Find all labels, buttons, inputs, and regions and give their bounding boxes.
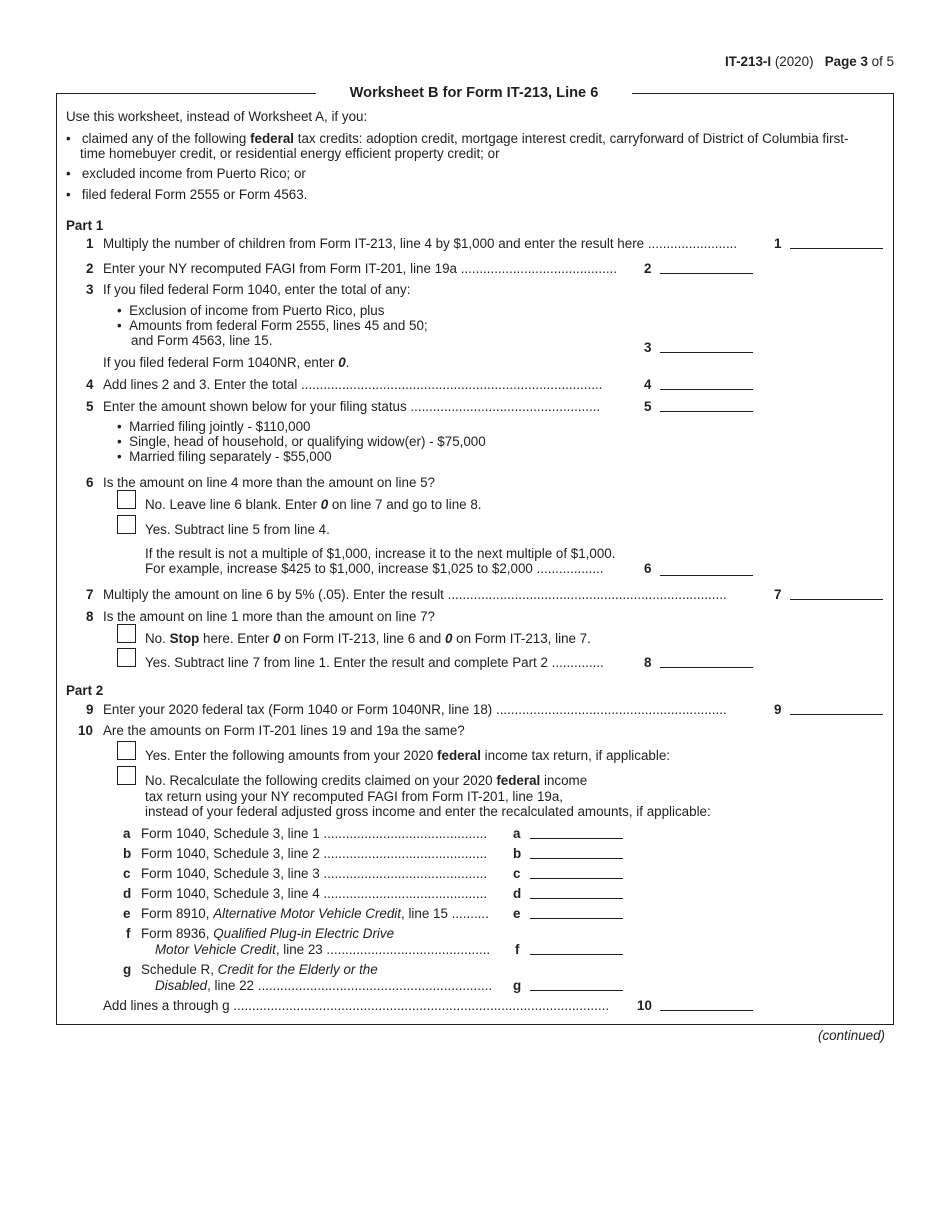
line2-ref: 2 [644, 261, 652, 276]
item-d-ref: d [513, 886, 522, 901]
continued-note: (continued) [818, 1028, 885, 1043]
line3-text: If you filed federal Form 1040, enter the total of any: [103, 282, 411, 297]
line7-text: Multiply the amount on line 6 by 5% (.05). Enter the result ........................................................................... [103, 587, 727, 602]
item-b-ref: b [513, 846, 522, 861]
line7-ref: 7 [774, 587, 782, 602]
line8-text: Is the amount on line 1 more than the amount on line 7? [103, 609, 436, 624]
part1-heading: Part 1 [66, 218, 104, 233]
worksheet-title: Worksheet B for Form IT-213, Line 6 [316, 83, 632, 105]
line4-entry[interactable] [660, 389, 753, 390]
item-g-letter: g [123, 962, 132, 977]
item-a-ref: a [513, 826, 521, 841]
item-d-text: Form 1040, Schedule 3, line 4 ............................................ [141, 886, 488, 901]
line10-no-checkbox[interactable] [117, 766, 136, 785]
line8-yes-label: Yes. Subtract line 7 from line 1. Enter the result and complete Part 2 .............. [145, 655, 604, 670]
line3-sub1: • Exclusion of income from Puerto Rico, plus [117, 303, 385, 318]
line6-ref: 6 [644, 561, 652, 576]
item-c-entry[interactable] [530, 878, 623, 879]
line10-yes-label: Yes. Enter the following amounts from your 2020 federal income tax return, if applicable: [145, 748, 671, 763]
line9-text: Enter your 2020 federal tax (Form 1040 or Form 1040NR, line 18) .............................................................. [103, 702, 727, 717]
line6-text: Is the amount on line 4 more than the amount on line 5? [103, 475, 436, 490]
line10-text: Are the amounts on Form IT-201 lines 19 and 19a the same? [103, 723, 465, 738]
part2-heading: Part 2 [66, 683, 104, 698]
item-f-ref: f [515, 942, 520, 957]
item-c-ref: c [513, 866, 521, 881]
line5-entry[interactable] [660, 411, 753, 412]
form-id: IT-213-I [724, 54, 772, 69]
line8-yes-checkbox[interactable] [117, 648, 136, 667]
line10-number: 10 [78, 723, 93, 738]
item-b-text: Form 1040, Schedule 3, line 2 ............................................ [141, 846, 488, 861]
line1-number: 1 [86, 236, 94, 251]
item-g-ref: g [513, 978, 522, 993]
line6-number: 6 [86, 475, 94, 490]
line5-number: 5 [86, 399, 94, 414]
item-a-letter: a [123, 826, 131, 841]
item-e-letter: e [123, 906, 131, 921]
item-a-entry[interactable] [530, 838, 623, 839]
line4-ref: 4 [644, 377, 652, 392]
line6-yes-label: Yes. Subtract line 5 from line 4. [145, 522, 330, 537]
page-header [725, 54, 894, 69]
line8-no-label: No. Stop here. Enter 0 on Form IT-213, line 6 and 0 on Form IT-213, line 7. [145, 631, 591, 646]
item-g-text-cont: Disabled, line 22 ............................................................... [155, 978, 493, 993]
item-g-entry[interactable] [530, 990, 623, 991]
line5-ref: 5 [644, 399, 652, 414]
line9-number: 9 [86, 702, 94, 717]
line5-option-3: • Married filing separately - $55,000 [117, 449, 332, 464]
line2-number: 2 [86, 261, 94, 276]
item-f-text: Form 8936, Qualified Plug-in Electric Drive [141, 926, 395, 941]
item-d-entry[interactable] [530, 898, 623, 899]
item-e-ref: e [513, 906, 521, 921]
line6-entry[interactable] [660, 575, 753, 576]
line8-number: 8 [86, 609, 94, 624]
item-b-letter: b [123, 846, 132, 861]
page-of: of 5 [871, 54, 894, 69]
line3-nr-note: If you filed federal Form 1040NR, enter 0. [103, 355, 350, 370]
line1-ref: 1 [774, 236, 782, 251]
line7-number: 7 [86, 587, 94, 602]
item-f-text-cont: Motor Vehicle Credit, line 23 ............................................ [155, 942, 491, 957]
intro-bullet-1-cont: time homebuyer credit, or residential energy efficient property credit; or [80, 146, 500, 161]
form-year: (2020) [774, 54, 814, 69]
line4-number: 4 [86, 377, 94, 392]
line2-text: Enter your NY recomputed FAGI from Form IT-201, line 19a .......................................... [103, 261, 617, 276]
line8-no-checkbox[interactable] [117, 624, 136, 643]
page-number: 3 [860, 54, 868, 69]
line9-ref: 9 [774, 702, 782, 717]
line1-entry[interactable] [790, 248, 883, 249]
line10-yes-checkbox[interactable] [117, 741, 136, 760]
line5-option-2: • Single, head of household, or qualifying widow(er) - $75,000 [117, 434, 486, 449]
intro-bullet-1: • claimed any of the following federal tax credits: adoption credit, mortgage interest credit, carryforward of District of Columbia first- [66, 131, 849, 146]
line6-no-checkbox[interactable] [117, 490, 136, 509]
item-c-text: Form 1040, Schedule 3, line 3 ............................................ [141, 866, 488, 881]
line6-note-1: If the result is not a multiple of $1,000, increase it to the next multiple of $1,000. [145, 546, 616, 561]
item-c-letter: c [123, 866, 131, 881]
item-g-text: Schedule R, Credit for the Elderly or the [141, 962, 378, 977]
line3-number: 3 [86, 282, 94, 297]
page-label: Page [824, 54, 857, 69]
intro-lead: Use this worksheet, instead of Worksheet A, if you: [66, 109, 368, 124]
line3-sub2: • Amounts from federal Form 2555, lines 45 and 50; [117, 318, 428, 333]
line1-text: Multiply the number of children from Form IT-213, line 4 by $1,000 and enter the result here ........................ [103, 236, 738, 251]
line10-entry[interactable] [660, 1010, 753, 1011]
item-f-letter: f [126, 926, 131, 941]
line3-sub2-cont: and Form 4563, line 15. [131, 333, 273, 348]
line6-no-label: No. Leave line 6 blank. Enter 0 on line 7 and go to line 8. [145, 497, 482, 512]
line8-ref: 8 [644, 655, 652, 670]
line6-yes-checkbox[interactable] [117, 515, 136, 534]
item-a-text: Form 1040, Schedule 3, line 1 ............................................ [141, 826, 488, 841]
item-f-entry[interactable] [530, 954, 623, 955]
line4-text: Add lines 2 and 3. Enter the total ................................................................................. [103, 377, 603, 392]
line2-entry[interactable] [660, 273, 753, 274]
intro-bullet-2: • excluded income from Puerto Rico; or [66, 166, 306, 181]
line10-ref: 10 [637, 998, 652, 1013]
line8-entry[interactable] [660, 667, 753, 668]
item-e-entry[interactable] [530, 918, 623, 919]
line5-option-1: • Married filing jointly - $110,000 [117, 419, 311, 434]
line7-entry[interactable] [790, 599, 883, 600]
line10-no-line2: tax return using your NY recomputed FAGI from Form IT-201, line 19a, [145, 789, 564, 804]
line6-note-2: For example, increase $425 to $1,000, increase $1,025 to $2,000 .................. [145, 561, 604, 576]
line10-total-text: Add lines a through g ..................................................................................................... [103, 998, 610, 1013]
item-e-text: Form 8910, Alternative Motor Vehicle Credit, line 15 .......... [141, 906, 489, 921]
line5-text: Enter the amount shown below for your filing status ................................................... [103, 399, 601, 414]
intro-bullet-3: • filed federal Form 2555 or Form 4563. [66, 187, 308, 202]
line3-entry[interactable] [660, 352, 753, 353]
line10-no-label: No. Recalculate the following credits claimed on your 2020 federal income [145, 773, 588, 788]
line10-no-line3: instead of your federal adjusted gross income and enter the recalculated amounts, if applicable: [145, 804, 711, 819]
item-d-letter: d [123, 886, 132, 901]
item-b-entry[interactable] [530, 858, 623, 859]
line9-entry[interactable] [790, 714, 883, 715]
line3-ref: 3 [644, 340, 652, 355]
